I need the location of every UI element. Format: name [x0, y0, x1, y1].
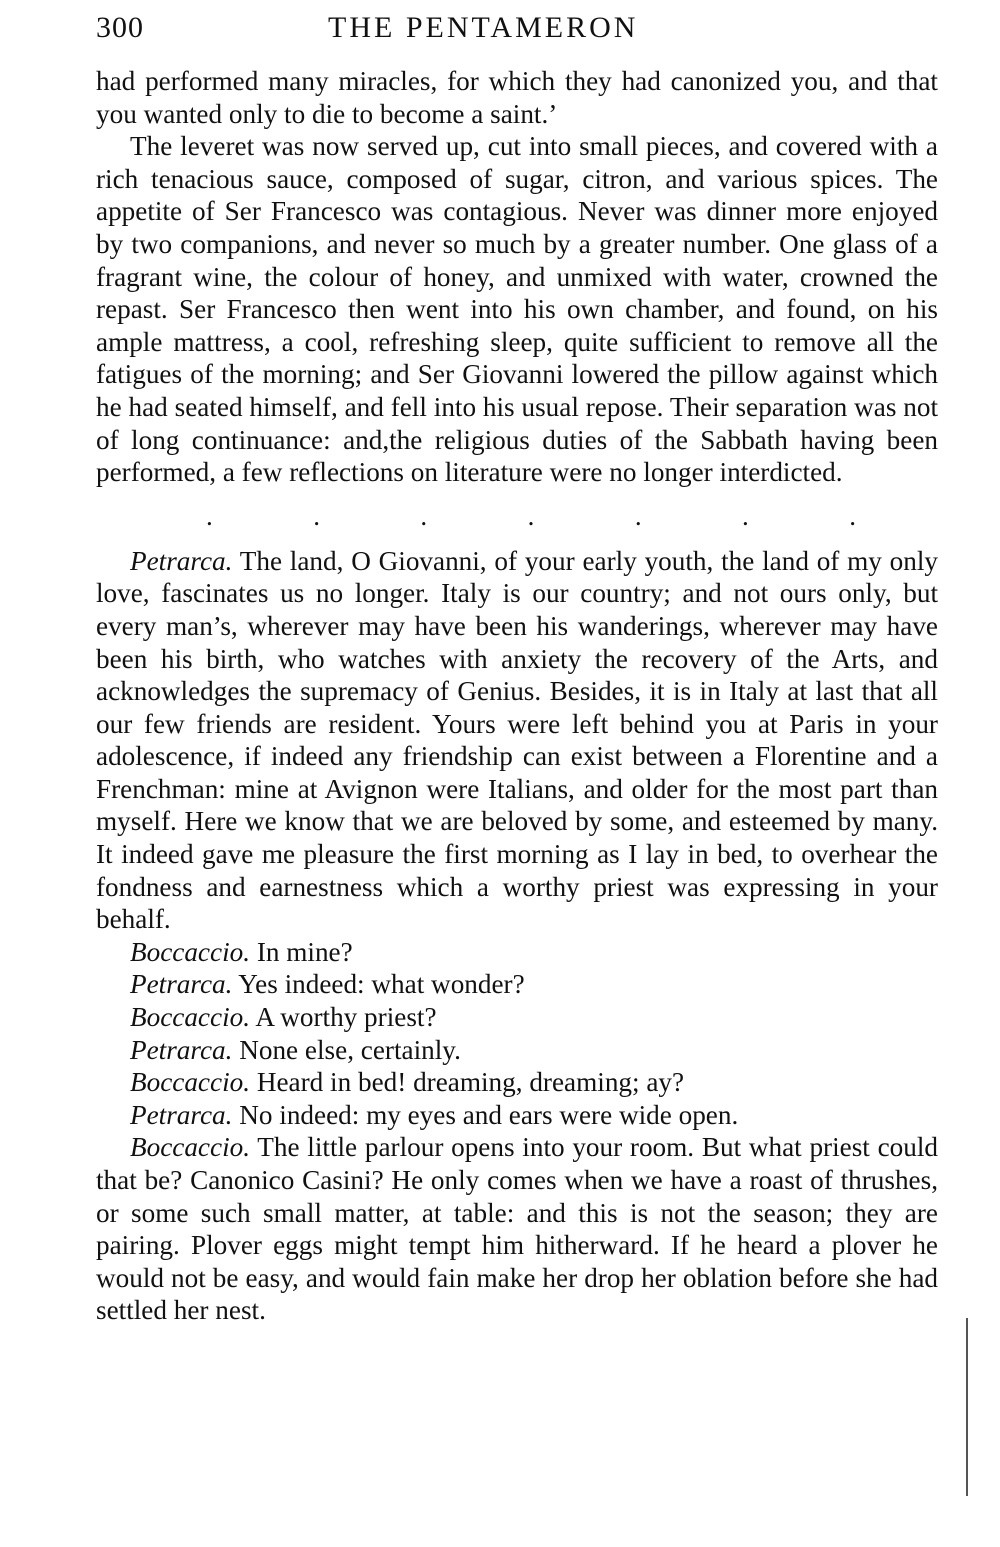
- speaker-name: Boccaccio.: [130, 1132, 251, 1163]
- section-ellipsis: [206, 501, 856, 531]
- dialogue-line: [96, 1034, 938, 1067]
- speaker-name: Petrarca.: [130, 1034, 233, 1065]
- speaker-name: Petrarca.: [130, 969, 233, 1000]
- dialogue-line: [96, 1066, 938, 1099]
- body-text: [96, 65, 938, 1327]
- ellipsis-dot: .: [849, 500, 856, 531]
- page-number: 300: [96, 11, 144, 44]
- ellipsis-dot: .: [742, 500, 749, 531]
- dialogue-text: The little parlour opens into your room. But what priest could that be? Canonico Casini? He only comes when we have a roast of thrushes, or some such small matter, at table: and this is not the season; they are pairing. Plover eggs might tempt him hitherward. If he heard a plover he would not be easy, and would fain make her drop her oblation before she had settled her nest.: [96, 1132, 938, 1326]
- dialogue-text: No indeed: my eyes and ears were wide open.: [239, 1099, 739, 1130]
- paragraph: [96, 65, 938, 130]
- dialogue-line: [96, 936, 938, 969]
- dialogue-line: [96, 1001, 938, 1034]
- ellipsis-dot: .: [206, 500, 213, 531]
- dialogue-line: [96, 1131, 938, 1327]
- speaker-name: Petrarca.: [130, 545, 233, 576]
- dialogue-line: [96, 545, 938, 936]
- ellipsis-dot: .: [313, 500, 320, 531]
- dialogue-line: [96, 968, 938, 1001]
- ellipsis-dot: .: [527, 500, 535, 531]
- dialogue-text: The land, O Giovanni, of your early youth, the land of my only love, fascinates us no longer. Italy is our country; and not ours only, but every man’s, wherever may have been his wanderings, wherever may have been his birth, who watches with anxiety the recovery of the Arts, and acknowledges the supremacy of Genius. Besides, it is in Italy at last that all our few friends are resident. Yours were left behind you at Paris in your adolescence, if indeed any friendship can exist between a Florentine and a Frenchman: mine at Avignon were Italians, and older for the most part than myself. Here we know that we are beloved by some, and esteemed by many. It indeed gave me pleasure the first morning as I lay in bed, to overhear the fondness and earnestness which a worthy priest was expressing in your behalf.: [96, 545, 939, 935]
- speaker-name: Boccaccio.: [130, 1002, 251, 1033]
- dialogue-text: Yes indeed: what wonder?: [238, 969, 525, 1000]
- margin-rule: [966, 1318, 968, 1496]
- speaker-name: Boccaccio.: [130, 936, 251, 967]
- ellipsis-dot: .: [420, 500, 428, 531]
- ellipsis-dot: .: [634, 500, 642, 531]
- paragraph-text: The leveret was now served up, cut into small pieces, and covered with a rich tenacious sauce, composed of sugar, citron, and various spices. The appetite of Ser Francesco was contagious. Never was dinner more enjoyed by two companions, and never so much by a greater number. One glass of a fragrant wine, the colour of honey, and unmixed with water, crowned the repast. Ser Francesco then went into his own chamber, and found, on his ample mattress, a cool, refreshing sleep, quite sufficient to remove all the fatigues of the morning; and Ser Giovanni lowered the pillow against which he had seated himself, and fell into his usual repose. Their separation was not of long continuance: and,the religious duties of the Sabbath having been performed, a few reflections on literature were no longer interdicted.: [96, 131, 938, 488]
- speaker-name: Boccaccio.: [130, 1067, 251, 1098]
- speaker-name: Petrarca.: [130, 1099, 233, 1130]
- running-title: THE PENTAMERON: [328, 11, 639, 44]
- dialogue-text: In mine?: [256, 936, 353, 967]
- paragraph: [96, 130, 938, 489]
- dialogue-line: [96, 1099, 938, 1132]
- dialogue-text: Heard in bed! dreaming, dreaming; ay?: [256, 1067, 685, 1098]
- paragraph-text: had performed many miracles, for which they had canonized you, and that you wanted only to die to become a saint.’: [96, 66, 938, 129]
- dialogue-text: A worthy priest?: [255, 1002, 437, 1033]
- dialogue-text: None else, certainly.: [239, 1034, 461, 1065]
- page-header: [96, 8, 938, 48]
